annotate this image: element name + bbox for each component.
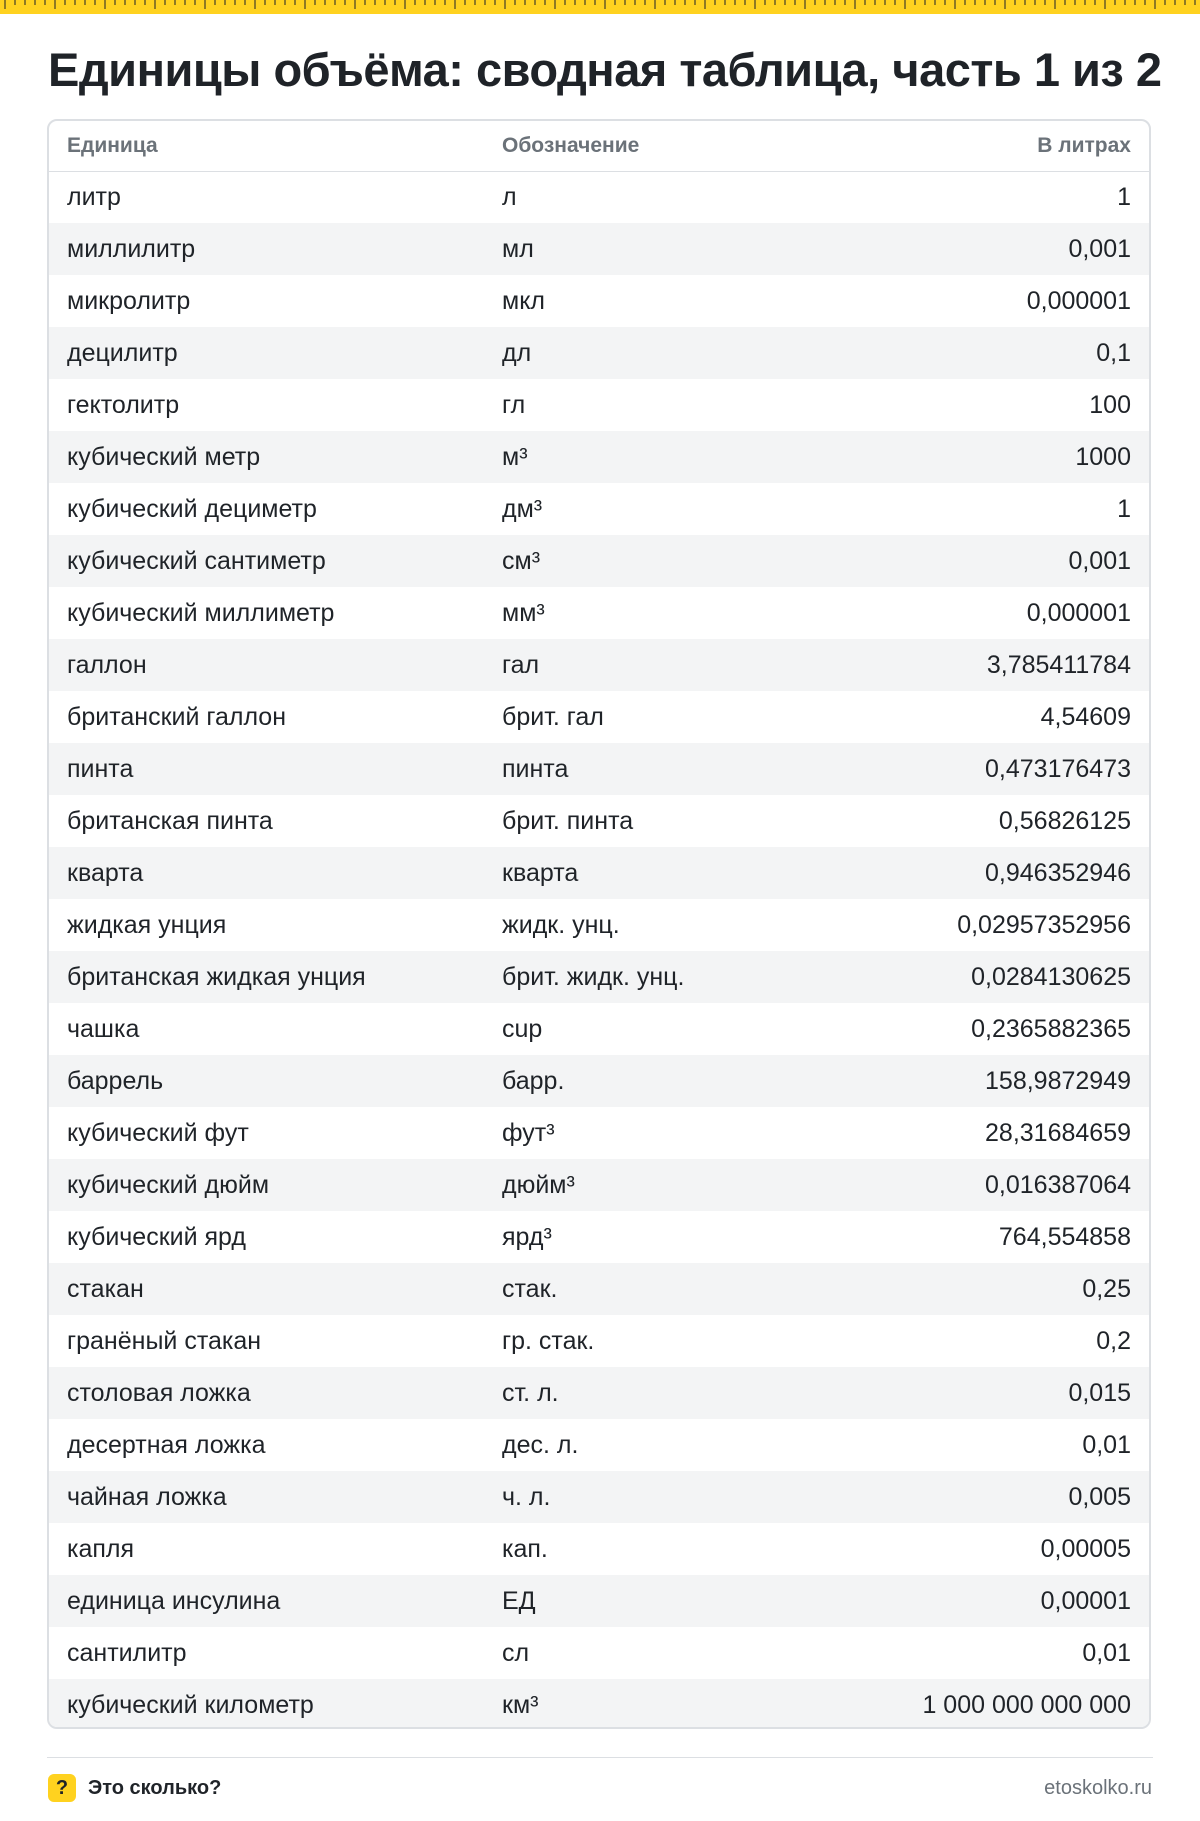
cell-unit: жидкая унция [67,910,227,939]
cell-unit: столовая ложка [67,1378,251,1407]
table-header [49,121,1149,171]
cell-symbol: м³ [502,442,528,471]
cell-liters: 0,015 [1068,1378,1131,1407]
cell-symbol: брит. жидк. унц. [502,962,685,991]
cell-liters: 0,02957352956 [957,910,1131,939]
cell-unit: единица инсулина [67,1586,281,1615]
cell-liters: 0,016387064 [985,1170,1131,1199]
cell-unit: стакан [67,1274,144,1303]
cell-liters: 1 000 000 000 000 [922,1690,1131,1719]
cell-unit: кубический метр [67,442,261,471]
table-row [49,1523,1149,1575]
cell-unit: британская жидкая унция [67,962,366,991]
table-row [49,1055,1149,1107]
cell-symbol: ч. л. [502,1482,551,1511]
cell-symbol: гл [502,390,526,419]
cell-liters: 1 [1117,182,1131,211]
cell-symbol: ст. л. [502,1378,559,1407]
cell-symbol: мл [502,234,534,263]
site-link[interactable]: etoskolko.ru [1044,1777,1152,1799]
table-row [49,795,1149,847]
cell-symbol: кварта [502,858,579,887]
cell-unit: кубический миллиметр [67,598,335,627]
cell-liters: 0,1 [1096,338,1131,367]
cell-symbol: сл [502,1638,530,1667]
cell-symbol: жидк. унц. [502,910,620,939]
cell-liters: 3,785411784 [986,650,1131,679]
table-row [49,1575,1149,1627]
table-header-row [49,121,1149,171]
cell-symbol: брит. пинта [502,806,634,835]
cell-unit: кубический фут [67,1118,249,1147]
cell-liters: 0,2365882365 [971,1014,1131,1043]
table-row [49,1107,1149,1159]
cell-liters: 0,473176473 [985,754,1131,783]
cell-unit: британская пинта [67,806,273,835]
cell-unit: кубический километр [67,1690,314,1719]
cell-unit: пинта [67,754,134,783]
table-row [49,1419,1149,1471]
table-row [49,379,1149,431]
cell-unit: чашка [67,1014,140,1043]
cell-unit: чайная ложка [67,1482,227,1511]
cell-liters: 0,001 [1068,234,1131,263]
table-row [49,431,1149,483]
cell-unit: микролитр [67,286,191,315]
table-row [49,1367,1149,1419]
cell-unit: кварта [67,858,144,887]
table-row [49,743,1149,795]
column-header-symbol: Обозначение [484,121,814,171]
table-row [49,1263,1149,1315]
cell-liters: 0,01 [1082,1638,1131,1667]
brand-name: Это сколько? [88,1776,222,1799]
cell-unit: галлон [67,650,147,679]
cell-unit: капля [67,1534,135,1563]
cell-symbol: стак. [502,1274,558,1303]
cell-symbol: мм³ [502,598,545,627]
cell-unit: децилитр [67,338,178,367]
table-row [49,535,1149,587]
cell-symbol: км³ [502,1690,539,1719]
cell-liters: 0,25 [1082,1274,1131,1303]
table-row [49,691,1149,743]
brand[interactable] [48,1774,221,1802]
cell-liters: 0,00005 [1040,1534,1131,1563]
table-row [49,1211,1149,1263]
cell-symbol: ярд³ [502,1222,552,1251]
table-row [49,327,1149,379]
cell-symbol: барр. [502,1066,565,1095]
table-row [49,275,1149,327]
ruler-strip [0,0,1200,14]
table-body [49,171,1149,1729]
cell-liters: 0,001 [1068,546,1131,575]
cell-liters: 4,54609 [1040,702,1131,731]
cell-liters: 0,000001 [1026,598,1131,627]
cell-symbol: гр. стак. [502,1326,595,1355]
cell-liters: 0,946352946 [985,858,1131,887]
footer-divider [47,1757,1153,1758]
page-title: Единицы объёма: сводная таблица, часть 1 из 2 [48,43,1162,96]
cell-unit: кубический ярд [67,1222,246,1251]
cell-liters: 0,000001 [1026,286,1131,315]
units-table [49,121,1149,1729]
cell-liters: 0,0284130625 [971,962,1131,991]
cell-liters: 0,56826125 [998,806,1131,835]
cell-symbol: ЕД [502,1586,536,1615]
table-row [49,223,1149,275]
cell-symbol: дес. л. [502,1430,579,1459]
column-header-liters: В литрах [814,121,1149,171]
table-row [49,171,1149,223]
table-row [49,1003,1149,1055]
cell-unit: кубический сантиметр [67,546,326,575]
cell-symbol: брит. гал [502,702,604,731]
cell-symbol: см³ [502,546,541,575]
cell-symbol: пинта [502,754,569,783]
cell-symbol: дл [502,338,532,367]
cell-unit: гранёный стакан [67,1326,262,1355]
table-row [49,1471,1149,1523]
cell-liters: 764,554858 [998,1222,1131,1251]
cell-liters: 1000 [1075,442,1131,471]
cell-symbol: дм³ [502,494,543,523]
cell-unit: кубический дюйм [67,1170,270,1199]
cell-liters: 100 [1089,390,1131,419]
table-row [49,587,1149,639]
cell-liters: 158,9872949 [985,1066,1131,1095]
table-row [49,1159,1149,1211]
cell-liters: 0,2 [1096,1326,1131,1355]
cell-unit: миллилитр [67,234,196,263]
ruler-ticks [0,0,1200,14]
cell-symbol: дюйм³ [502,1170,575,1199]
table-row [49,951,1149,1003]
cell-unit: сантилитр [67,1638,187,1667]
table-row [49,483,1149,535]
cell-liters: 0,005 [1068,1482,1131,1511]
table-row [49,847,1149,899]
cell-symbol: мкл [502,286,545,315]
table-row [49,639,1149,691]
cell-liters: 0,01 [1082,1430,1131,1459]
cell-unit: кубический дециметр [67,494,317,523]
cell-liters: 28,31684659 [985,1118,1131,1147]
cell-symbol: гал [502,650,540,679]
table-row [49,1315,1149,1367]
units-table-card [47,119,1151,1729]
cell-symbol: cup [502,1014,543,1043]
table-row [49,1627,1149,1679]
cell-liters: 1 [1117,494,1131,523]
table-row [49,1679,1149,1729]
cell-unit: баррель [67,1066,164,1095]
cell-liters: 0,00001 [1040,1586,1131,1615]
cell-unit: британский галлон [67,702,287,731]
cell-unit: десертная ложка [67,1430,266,1459]
cell-symbol: кап. [502,1534,548,1563]
question-mark-icon: ? [48,1774,76,1802]
cell-symbol: фут³ [502,1118,555,1147]
cell-symbol: л [502,182,517,211]
column-header-unit: Единица [49,121,484,171]
cell-unit: литр [67,182,121,211]
table-row [49,899,1149,951]
cell-unit: гектолитр [67,390,180,419]
